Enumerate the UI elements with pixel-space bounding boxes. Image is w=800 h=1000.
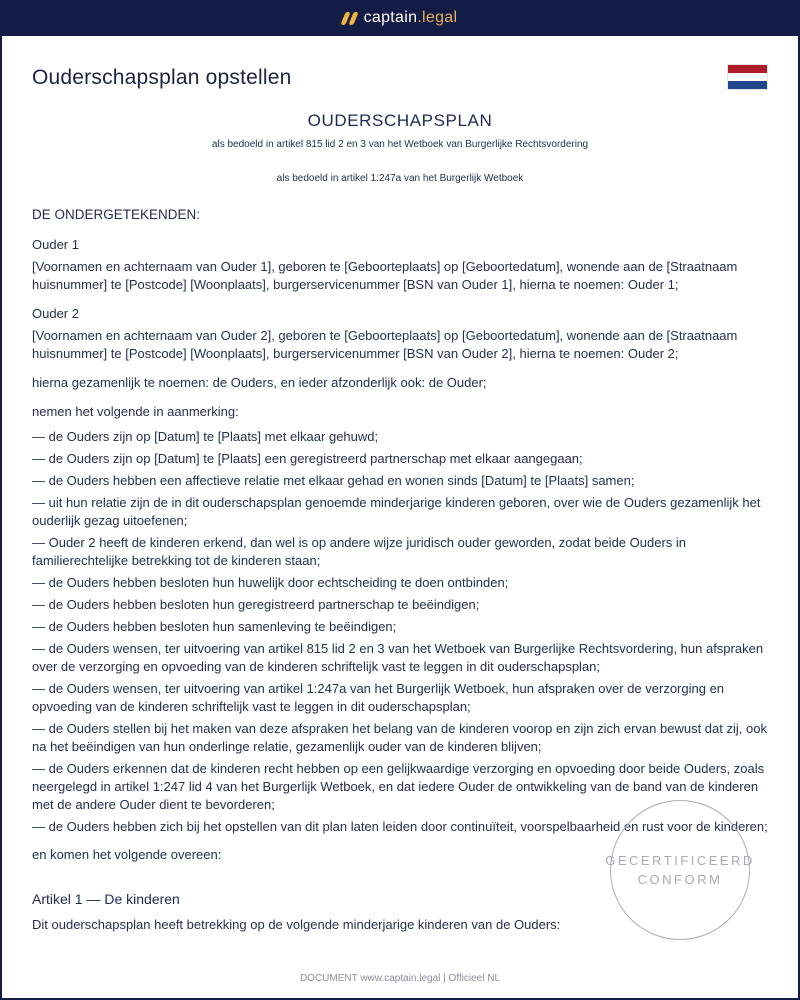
article1-text: Dit ouderschapsplan heeft betrekking op de volgende minderjarige kinderen van de Ouders: xyxy=(32,917,561,932)
collective-designation: hierna gezamenlijk te noemen: de Ouders, en ieder afzonderlijk ook: de Ouder; xyxy=(32,375,487,390)
brand-mark-icon xyxy=(343,12,356,25)
brand-logo[interactable] xyxy=(343,9,458,27)
signatories-heading: DE ONDERGETEKENDEN: xyxy=(32,207,201,222)
brand-name: captain xyxy=(363,9,418,26)
stamp-line-2: CONFORM xyxy=(637,872,723,887)
considerations-intro: nemen het volgende in aanmerking: xyxy=(32,404,239,419)
article1-heading: Artikel 1 — De kinderen xyxy=(32,891,180,907)
consideration-item: — Ouder 2 heeft de kinderen erkend, dan wel is op andere wijze juridisch ouder geworden, zodat beide Ouders in familierechtelijke betrekking tot de kinderen staan; xyxy=(32,535,687,568)
header-bar xyxy=(0,0,800,36)
consideration-item: — de Ouders hebben besloten hun samenleving te beëindigen; xyxy=(32,619,397,634)
consideration-item: — uit hun relatie zijn de in dit ouderschapsplan genoemde minderjarige kinderen geboren, over wie de Ouders gezamenlijk het ouderlijk gezag uitoefenen; xyxy=(32,495,761,528)
parent1-details: [Voornamen en achternaam van Ouder 1], geboren te [Geboorteplaats] op [Geboortedatum], wonende aan de [Straatnaam huisnummer] te [Postcode] [Woonplaats], burgerservicenummer [BSN van Ouder 1], hierna te noemen: Ouder 1; xyxy=(32,259,738,292)
agreement-intro: en komen het volgende overeen: xyxy=(32,847,222,862)
consideration-item: — de Ouders zijn op [Datum] te [Plaats] een geregistreerd partnerschap met elkaar aangegaan; xyxy=(32,451,583,466)
consideration-item: — de Ouders wensen, ter uitvoering van artikel 815 lid 2 en 3 van het Wetboek van Burgerlijke Rechtsvordering, hun afspraken over de verzorging en opvoeding van de kinderen schriftelijk vast te leggen in dit ouderschapsplan; xyxy=(32,641,764,674)
consideration-item: — de Ouders hebben zich bij het opstellen van dit plan laten leiden door continuïteit, voorspelbaarheid en rust voor de kinderen; xyxy=(32,819,768,834)
stamp-line-1: GECERTIFICEERD xyxy=(605,853,755,868)
page-title: Ouderschapsplan opstellen xyxy=(32,66,292,89)
consideration-item: — de Ouders zijn op [Datum] te [Plaats] met elkaar gehuwd; xyxy=(32,429,379,444)
parent1-label: Ouder 1 xyxy=(32,237,79,252)
consideration-item: — de Ouders hebben besloten hun huwelijk door echtscheiding te doen ontbinden; xyxy=(32,575,509,590)
consideration-item: — de Ouders hebben besloten hun geregistreerd partnerschap te beëindigen; xyxy=(32,597,480,612)
document-title: OUDERSCHAPSPLAN xyxy=(307,111,493,130)
consideration-item: — de Ouders stellen bij het maken van deze afspraken het belang van de kinderen voorop en zijn zich ervan bewust dat zij, ook na het beëindigen van hun onderlinge relatie, gezamenlijk ouder van de kinderen blijven; xyxy=(32,721,767,754)
considerations-list xyxy=(32,428,768,836)
brand-suffix: .legal xyxy=(417,9,458,26)
consideration-item: — de Ouders hebben een affectieve relatie met elkaar gehad en wonen sinds [Datum] te [Plaats] samen; xyxy=(32,473,635,488)
certification-stamp xyxy=(605,800,755,940)
document-subtitle-bw: als bedoeld in artikel 1:247a van het Burgerlijk Wetboek xyxy=(276,173,524,184)
consideration-item: — de Ouders erkennen dat de kinderen recht hebben op een gelijkwaardige verzorging en opvoeding door beide Ouders, zoals neergelegd in artikel 1:247 lid 4 van het Burgerlijk Wetboek, en dat iedere Ouder de ontwikkeling van de band van de kinderen met de andere Ouder dient te bevorderen; xyxy=(32,761,765,812)
netherlands-flag-icon[interactable] xyxy=(728,65,767,89)
parent2-label: Ouder 2 xyxy=(32,306,79,321)
parent2-details: [Voornamen en achternaam van Ouder 2], geboren te [Geboorteplaats] op [Geboortedatum], wonende aan de [Straatnaam huisnummer] te [Postcode] [Woonplaats], burgerservicenummer [BSN van Ouder 2], hierna te noemen: Ouder 2; xyxy=(32,328,738,361)
document-footer: DOCUMENT www.captain.legal | Officieel NL xyxy=(299,973,501,984)
document-subtitle-rv: als bedoeld in artikel 815 lid 2 en 3 van het Wetboek van Burgerlijke Rechtsvordering xyxy=(211,139,589,150)
consideration-item: — de Ouders wensen, ter uitvoering van artikel 1:247a van het Burgerlijk Wetboek, hun afspraken over de verzorging en opvoeding van de kinderen schriftelijk vast te leggen in dit ouderschapsplan; xyxy=(32,681,725,714)
